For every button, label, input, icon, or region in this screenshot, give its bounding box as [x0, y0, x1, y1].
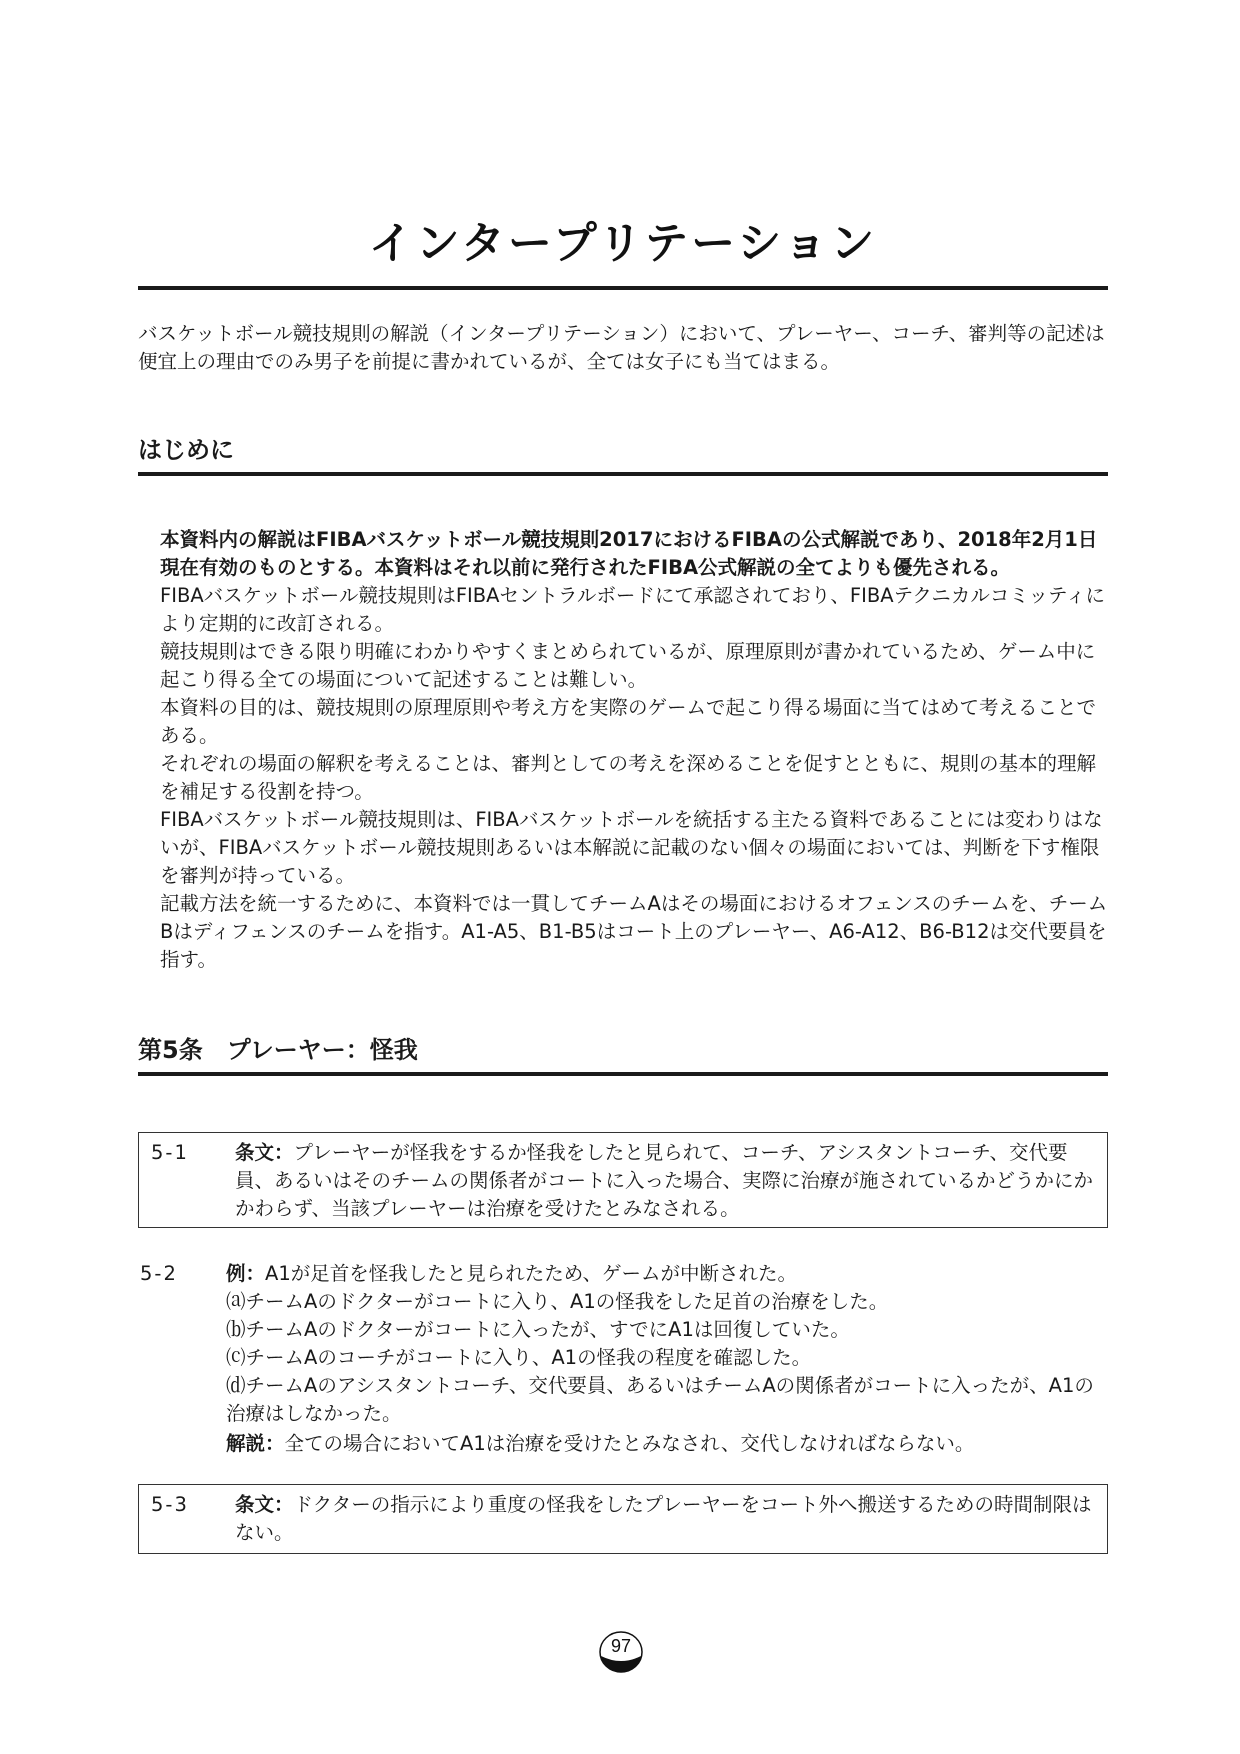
- basketball-icon: [592, 1622, 650, 1680]
- page-title: インタープリテーション: [368, 218, 878, 269]
- article-label: 条文：: [235, 1493, 294, 1516]
- example-case: ⒟チームAのアシスタントコーチ、交代要員、あるいはチームAの関係者がコートに入ったが、A1の治療はしなかった。: [226, 1374, 1094, 1425]
- example-block-5-2: [226, 1260, 1111, 1458]
- article-body: ドクターの指示により重度の怪我をしたプレーヤーをコート外へ搬送するための時間制限はない。: [235, 1493, 1092, 1544]
- section-heading-article-5: 第5条 プレーヤー：怪我: [138, 1036, 418, 1064]
- article-number: 5-3: [151, 1493, 189, 1516]
- article-body: プレーヤーが怪我をするか怪我をしたと見られて、コーチ、アシスタントコーチ、交代要員、あるいはそのチームの関係者がコートに入った場合、実際に治療が施されているかどうかにかかわらず、当該プレーヤーは治療を受けたとみなされる。: [235, 1141, 1094, 1220]
- article-label: 条文：: [235, 1141, 294, 1164]
- example-case: ⒜チームAのドクターがコートに入り、A1の怪我をした足首の治療をした。: [226, 1290, 889, 1313]
- introduction-paragraph: それぞれの場面の解釈を考えることは、審判としての考えを深めることを促すとともに、規則の基本的理解を補足する役割を持つ。: [160, 752, 1097, 803]
- introduction-paragraph: 競技規則はできる限り明確にわかりやすくまとめられているが、原理原則が書かれているため、ゲーム中に起こり得る全ての場面について記述することは難しい。: [160, 640, 1096, 691]
- introduction-lead: 本資料内の解説はFIBAバスケットボール競技規則2017におけるFIBAの公式解説であり、2018年2月1日現在有効のものとする。本資料はそれ以前に発行されたFIBA公式解説の全てよりも優先される。: [160, 528, 1098, 579]
- ruling-label: 解説：: [226, 1432, 285, 1455]
- example-case: ⒝チームAのドクターがコートに入ったが、すでにA1は回復していた。: [226, 1318, 850, 1341]
- introduction-paragraph: FIBAバスケットボール競技規則は、FIBAバスケットボールを統括する主たる資料であることには変わりはないが、FIBAバスケットボール競技規則あるいは本解説に記載のない個々の場面においては、判断を下す権限を審判が持っている。: [160, 808, 1103, 887]
- introduction-paragraph: 本資料の目的は、競技規則の原理原則や考え方を実際のゲームで起こり得る場面に当てはめて考えることである。: [160, 696, 1097, 747]
- title-rule: [138, 286, 1108, 290]
- example-number: 5-2: [140, 1262, 178, 1285]
- introduction-body: [160, 526, 1110, 974]
- article-box-5-1: [138, 1132, 1108, 1228]
- article-text: [235, 1491, 1099, 1547]
- page-number: 97: [610, 1636, 632, 1656]
- intro-paragraph: バスケットボール競技規則の解説（インタープリテーション）において、プレーヤー、コーチ、審判等の記述は便宜上の理由でのみ男子を前提に書かれているが、全ては女子にも当てはまる。: [138, 322, 1105, 373]
- article-text: [235, 1139, 1099, 1223]
- article-number: 5-1: [151, 1141, 189, 1164]
- article-box-5-3: [138, 1484, 1108, 1554]
- example-text: A1が足首を怪我したと見られたため、ゲームが中断された。: [265, 1262, 797, 1285]
- section-rule-article-5: [138, 1072, 1108, 1076]
- section-heading-introduction: はじめに: [138, 436, 234, 464]
- introduction-paragraph: 記載方法を統一するために、本資料では一貫してチームAはその場面におけるオフェンスのチームを、チームBはディフェンスのチームを指す。A1-A5、B1-B5はコート上のプレーヤー、A6-A12、B6-B12は交代要員を指す。: [160, 892, 1108, 971]
- example-case: ⒞チームAのコーチがコートに入り、A1の怪我の程度を確認した。: [226, 1346, 812, 1369]
- introduction-paragraph: FIBAバスケットボール競技規則はFIBAセントラルボードにて承認されており、FIBAテクニカルコミッティにより定期的に改訂される。: [160, 584, 1105, 635]
- ruling-text: 全ての場合においてA1は治療を受けたとみなされ、交代しなければならない。: [284, 1432, 975, 1455]
- example-label: 例：: [226, 1262, 266, 1285]
- page-number-badge: [592, 1622, 650, 1680]
- section-rule-introduction: [138, 472, 1108, 476]
